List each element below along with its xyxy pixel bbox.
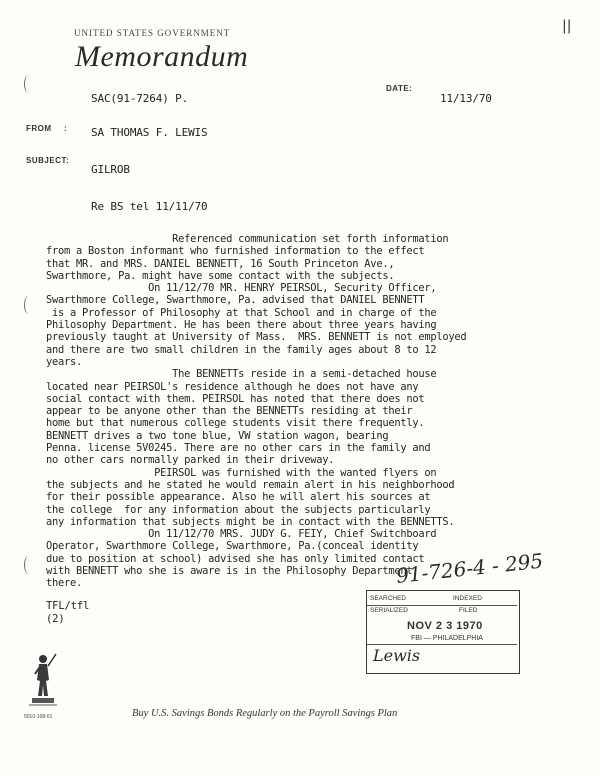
punch-mark-middle: [24, 296, 33, 314]
stamp-divider: [367, 605, 517, 606]
body-line: Referenced communication set forth information: [46, 233, 449, 245]
stamp-indexed: INDEXED: [453, 595, 482, 602]
body-line: located near PEIRSOL's residence although he does not have any: [46, 380, 419, 393]
body-line: social contact with them. PEIRSOL has noted that there does not: [46, 392, 425, 405]
copy-count: (2): [46, 613, 65, 625]
agency-header: UNITED STATES GOVERNMENT: [74, 28, 231, 38]
punch-mark-top: [24, 75, 33, 93]
body-line: from a Boston informant who furnished information to the effect: [46, 245, 425, 258]
punch-mark-bottom: [24, 556, 33, 574]
body-line: for their possible appearance. Also he will alert his sources at: [46, 491, 431, 504]
logo-caption: 5010-108-01: [24, 714, 53, 720]
subject-value: GILROB: [91, 163, 130, 176]
stamp-searched: SEARCHED: [370, 595, 407, 602]
date-value: 11/13/70: [440, 92, 492, 105]
body-line: due to position at school) advised she has only limited contact: [46, 552, 425, 565]
body-line: the subjects and he stated he would remain alert in his neighborhood: [46, 478, 455, 491]
page-mark: ||: [562, 18, 572, 34]
subject-label: SUBJECT:: [26, 156, 70, 165]
body-line: years.: [46, 355, 83, 368]
body-line: On 11/12/70 MR. HENRY PEIRSOL, Security Officer,: [46, 282, 437, 295]
body-line: Operator, Swarthmore College, Swarthmore, Pa.(conceal identity: [46, 540, 419, 553]
stamp-divider-lower: [367, 644, 517, 645]
body-line: the college for any information about the subjects particularly: [46, 503, 431, 516]
body-line: Penna. license 5V0245. There are no other cars in the family and: [46, 442, 431, 455]
body-line: On 11/12/70 MRS. JUDY G. FEIY, Chief Switchboard: [46, 528, 437, 541]
body-line: and there are two small children in the family ages about 8 to 12: [46, 343, 437, 356]
body-line: Philosophy Department. He has been there about three years having: [46, 319, 437, 332]
from-colon: :: [64, 124, 68, 133]
body-line: that MR. and MRS. DANIEL BENNETT, 16 South Princeton Ave.,: [46, 257, 395, 270]
date-label: DATE:: [386, 84, 413, 93]
body-line: there.: [46, 577, 83, 590]
from-label: FROM: [26, 124, 52, 133]
stamp-date: NOV 2 3 1970: [407, 620, 483, 632]
body-line: BENNETT drives a two tone blue, VW station wagon, bearing: [46, 429, 389, 442]
reference-line: Re BS tel 11/11/70: [91, 200, 208, 213]
file-number-handwritten: 91-726-4 - 295: [395, 548, 545, 588]
body-line: no other cars normally parked in their driveway.: [46, 454, 335, 467]
body-line: previously taught at University of Mass. MRS. BENNETT is not employed: [46, 331, 467, 344]
to-field: SAC(91-7264) P.: [91, 92, 189, 105]
body-line: is a Professor of Philosophy at that School and in charge of the: [46, 306, 437, 319]
body-line: The BENNETTs reside in a semi-detached house: [46, 368, 437, 381]
body-line: with BENNETT who she is aware is in the Philosophy Department: [46, 565, 413, 578]
filing-stamp: [366, 590, 520, 674]
memo-title: Memorandum: [75, 40, 249, 73]
stamp-filed: FILED: [459, 607, 478, 614]
stamp-signature: Lewis: [373, 646, 421, 665]
stamp-office: FBI — PHILADELPHIA: [411, 635, 483, 642]
body-line: appear to be anyone other than the BENNETTs residing at their: [46, 405, 413, 418]
from-value: SA THOMAS F. LEWIS: [91, 126, 208, 139]
body-line: any information that subjects might be in contact with the BENNETTS.: [46, 515, 455, 528]
body-line: PEIRSOL was furnished with the wanted flyers on: [46, 466, 437, 479]
body-line: Swarthmore, Pa. might have some contact with the subjects.: [46, 269, 395, 282]
body-line: home but that numerous college students visit there frequently.: [46, 417, 425, 430]
footer-savings-bonds: Buy U.S. Savings Bonds Regularly on the Payroll Savings Plan: [132, 708, 398, 719]
stamp-serialized: SERIALIZED: [370, 607, 408, 614]
memo-body: [46, 233, 566, 590]
body-line: Swarthmore College, Swarthmore, Pa. advised that DANIEL BENNETT: [46, 294, 425, 307]
minuteman-logo-icon: [26, 652, 60, 710]
typist-initials: TFL/tfl: [46, 600, 90, 612]
